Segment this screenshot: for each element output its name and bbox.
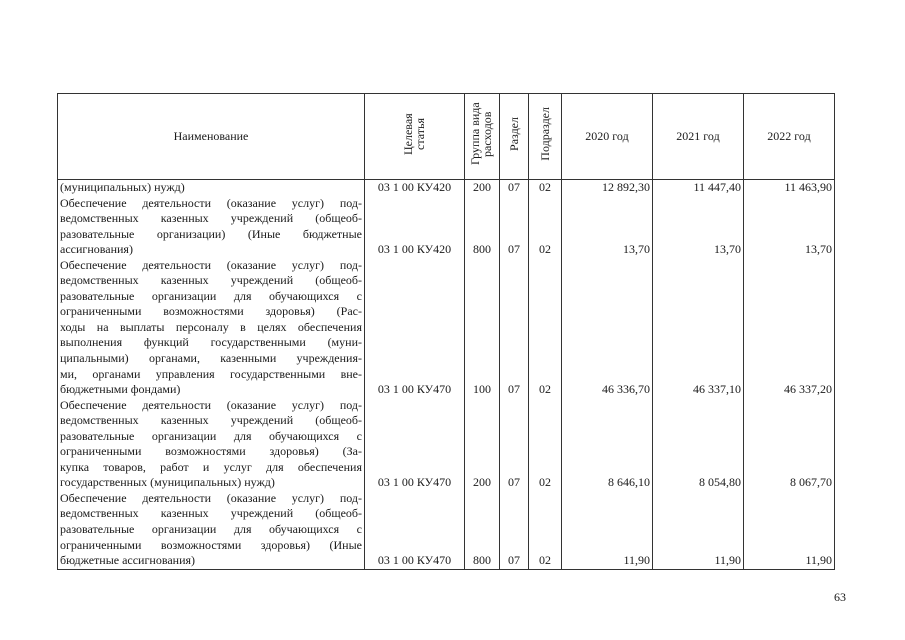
row-name-line: Обеспечение деятельности (оказание услуг) под- xyxy=(60,397,362,412)
header-target-article-text: Целевая статья xyxy=(400,113,427,156)
row-name-line: государственных (муниципальных) нужд) xyxy=(60,475,275,490)
row-section: 07 xyxy=(500,196,529,258)
row-name-line: выполнения функций государственными (муни- xyxy=(60,335,362,350)
row-section: 07 xyxy=(500,258,529,398)
row-name-line: Обеспечение деятельности (оказание услуг) под- xyxy=(60,257,362,272)
row-name-line: бюджетными фондами) xyxy=(60,382,181,397)
row-name-line: бюджетные ассигнования) xyxy=(60,553,196,568)
row-value-2021: 13,70 xyxy=(653,196,744,258)
row-name-line: ведомственных казенных учреждений (общеоб- xyxy=(60,273,362,288)
row-subsection: 02 xyxy=(529,398,562,491)
row-name-line: ведомственных казенных учреждений (общеоб- xyxy=(60,413,362,428)
row-name-line: купка товаров, работ и услуг для обеспечения xyxy=(60,459,362,474)
row-value-2020: 12 892,30 xyxy=(562,180,653,196)
row-name xyxy=(58,398,365,491)
row-name-line: ассигнования) xyxy=(60,242,133,257)
row-subsection: 02 xyxy=(529,196,562,258)
table-header-row xyxy=(58,94,835,180)
row-value-2020: 8 646,10 xyxy=(562,398,653,491)
header-expense-group-text: Группа вида расходов xyxy=(468,102,494,166)
row-name-line: ведомственных казенных учреждений (общеоб- xyxy=(60,211,362,226)
row-expense-group: 100 xyxy=(465,258,500,398)
row-name-line: ходы на выплаты персоналу в целях обеспечения xyxy=(60,319,362,334)
row-target-article: 03 1 00 КУ470 xyxy=(365,491,465,569)
row-name-line: разовательные организации для обучающихся с xyxy=(60,428,362,443)
row-value-2022: 46 337,20 xyxy=(744,258,835,398)
row-value-2020: 13,70 xyxy=(562,196,653,258)
header-year-2020: 2020 год xyxy=(562,94,653,180)
table-row xyxy=(58,491,835,569)
table-row xyxy=(58,180,835,196)
row-value-2022: 13,70 xyxy=(744,196,835,258)
row-value-2022: 11,90 xyxy=(744,491,835,569)
row-name-line: разовательные организации для обучающихся с xyxy=(60,522,362,537)
page-number: 63 xyxy=(834,590,846,604)
row-name-line: ограниченными возможностями здоровья) (Иные xyxy=(60,537,362,552)
row-name-line: ведомственных казенных учреждений (общеоб- xyxy=(60,506,362,521)
row-target-article: 03 1 00 КУ420 xyxy=(365,180,465,196)
row-value-2021: 11 447,40 xyxy=(653,180,744,196)
row-name-line: (муниципальных) нужд) xyxy=(60,180,185,194)
row-target-article: 03 1 00 КУ470 xyxy=(365,398,465,491)
header-name: Наименование xyxy=(58,94,365,180)
header-section xyxy=(500,94,529,180)
row-target-article: 03 1 00 КУ470 xyxy=(365,258,465,398)
row-subsection: 02 xyxy=(529,491,562,569)
row-expense-group: 200 xyxy=(465,398,500,491)
row-name-line: ограниченными возможностями здоровья) (За- xyxy=(60,444,362,459)
header-year-2021: 2021 год xyxy=(653,94,744,180)
row-name-line: ми, органами управления государственными вне- xyxy=(60,366,362,381)
row-value-2020: 46 336,70 xyxy=(562,258,653,398)
row-subsection: 02 xyxy=(529,258,562,398)
budget-table xyxy=(57,93,835,570)
row-expense-group: 200 xyxy=(465,180,500,196)
header-subsection-text: Подраздел xyxy=(538,107,552,162)
row-target-article: 03 1 00 КУ420 xyxy=(365,196,465,258)
row-value-2022: 8 067,70 xyxy=(744,398,835,491)
row-section: 07 xyxy=(500,180,529,196)
row-value-2020: 11,90 xyxy=(562,491,653,569)
header-section-text: Раздел xyxy=(507,117,521,152)
table-row xyxy=(58,398,835,491)
row-name xyxy=(58,258,365,398)
header-year-2022: 2022 год xyxy=(744,94,835,180)
row-name-line: ограниченными возможностями здоровья) (Рас- xyxy=(60,304,362,319)
row-name xyxy=(58,491,365,569)
header-subsection xyxy=(529,94,562,180)
row-name-line: Обеспечение деятельности (оказание услуг) под- xyxy=(60,195,362,210)
row-expense-group: 800 xyxy=(465,196,500,258)
row-value-2022: 11 463,90 xyxy=(744,180,835,196)
row-name-line: разовательные организации) (Иные бюджетные xyxy=(60,226,362,241)
row-section: 07 xyxy=(500,398,529,491)
row-expense-group: 800 xyxy=(465,491,500,569)
row-value-2021: 8 054,80 xyxy=(653,398,744,491)
row-name-line: разовательные организации для обучающихся с xyxy=(60,288,362,303)
row-subsection: 02 xyxy=(529,180,562,196)
header-expense-group xyxy=(465,94,500,180)
row-name-line: Обеспечение деятельности (оказание услуг) под- xyxy=(60,490,362,505)
row-value-2021: 11,90 xyxy=(653,491,744,569)
row-section: 07 xyxy=(500,491,529,569)
row-name xyxy=(58,196,365,258)
table-row xyxy=(58,196,835,258)
row-name xyxy=(58,180,365,196)
row-name-line: ципальными) органами, казенными учреждения- xyxy=(60,351,362,366)
row-value-2021: 46 337,10 xyxy=(653,258,744,398)
header-target-article xyxy=(365,94,465,180)
table-row xyxy=(58,258,835,398)
